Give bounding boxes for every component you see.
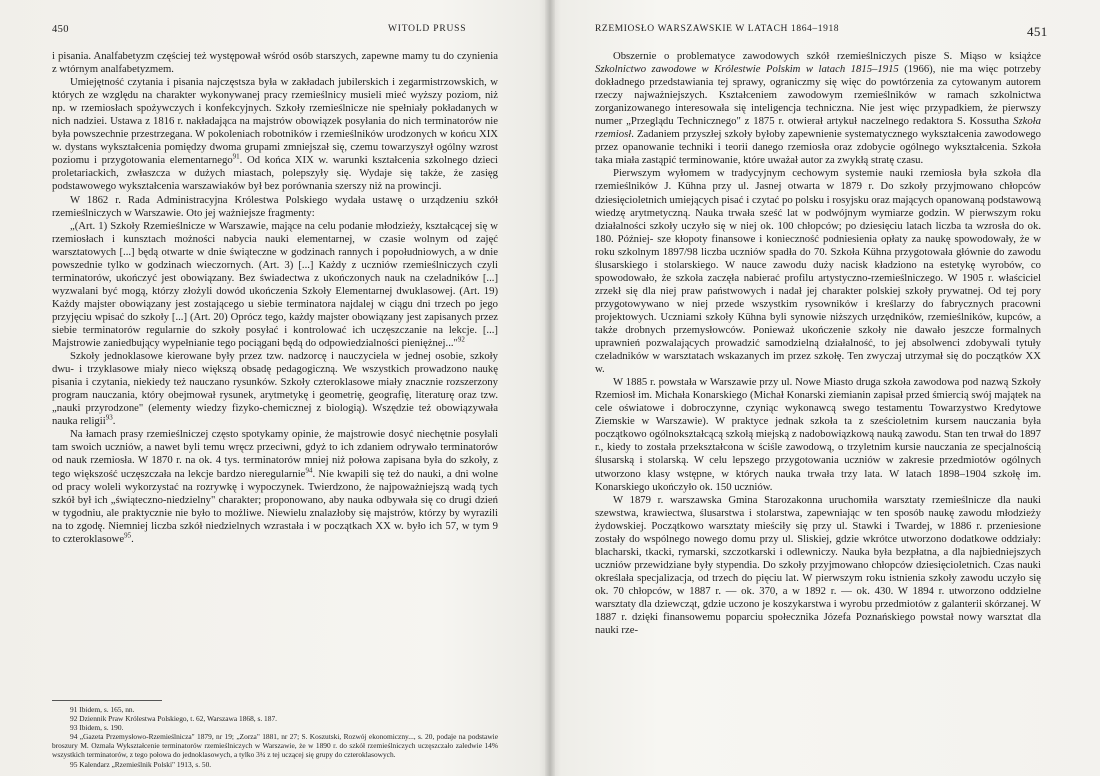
footnote: 94 „Gazeta Przemysłowo-Rzemieślnicza" 1879, nr 19; „Zorza" 1881, nr 27; S. Koszutski, Rozwój ekonomiczny..., s. 20, podaje na podstawie broszury M. Ozmala Wykształcenie terminatorów rzemieślniczych w Warszawie, że w 1890 r. do szkół rzemieślniczych uczęszczało zaledwie 14% wszystkich terminatorów, z tego połowa do jednoklasowych, a tylko 3¾ z tej uczącej się grupy do czteroklasowych.	[52, 732, 498, 760]
footnote-ref: 95	[124, 531, 132, 540]
paragraph: W 1862 r. Rada Administracyjna Królestwa Polskiego wydała ustawę o urządzeniu szkół rzemieślniczych w Warszawie. Oto jej ważniejsze fragmenty:	[52, 193, 498, 219]
paragraph: W 1879 r. warszawska Gmina Starozakonna uruchomiła warsztaty rzemieślnicze dla nauki szewstwa, krawiectwa, ślusarstwa i stolarstwa, zapewniając w ten sposób naukę zawodu młodzieży żydowskiej. Początkowo warsztaty mieściły się przy ul. Stawki i Twardej, w 1886 r. przeniesione zostały do wspólnego nowego domu przy ul. Sliskiej, gdzie wkrótce utworzono dodatkowe oddziały: blacharski, tkacki, rymarski, szczotkarski i odlewniczy. Nauka była bezpłatna, a dla najbiedniejszych uczniów przewidziane były stypendia. Do szkoły przyjmowano chłopców dziesięcioletnich. Czas nauki określała specjalizacja, od trzech do pięciu lat. W pierwszym roku istnienia szkoły zawodu uczyło się ok. 70 chłopców, w 1887 r. — ok. 370, a w 1892 r. — ok. 430. W 1894 r. utworzono oddzielne warsztaty dla dziewcząt, gdzie uczono je koszykarstwa i wyrobu przedmiotów z galanterii skórzanej. W 1887 r. dzięki finansowemu poparciu społecznika Józefa Poznańskiego powstał nowy warsztat dla nauki rze-	[595, 493, 1041, 637]
footnote-ref: 91	[232, 152, 240, 161]
title-italic: Szkolnictwo zawodowe w Królestwie Polskim w latach 1815–1915	[595, 63, 899, 76]
footnote-ref: 93	[105, 413, 113, 422]
book-gutter	[545, 0, 555, 776]
footnote: 93 Ibidem, s. 190.	[70, 723, 124, 733]
paragraph: W 1885 r. powstała w Warszawie przy ul. Nowe Miasto druga szkoła zawodowa pod nazwą Szkoły Rzemiosł im. Michała Konarskiego (Michał Konarski ziemianin zapisał przed śmiercią swój majątek na cele oświatowe i dobroczynne, czyniąc wykonawcą swego testamentu Towarzystwo Kredytowe Ziemskie w Warszawie). W praktyce jednak szkoła ta z sześcioletnim kursem nauczania była początkowo ogólnokształcącą szkołą miejską z nadobowiązkową nauką zawodu. Stan ten trwał do 1897 r., kiedy to została przekształcona w ściśle zawodową, o trzyletnim kursie nauczania ze specjalnością ślusarską i stolarską. W celu lepszego przygotowania uczniów w zakresie przedmiotów ogólnych utworzono klasy wstępne, w których nauka trwała trzy lata. W latach 1898–1904 szkołę im. Konarskiego ukończyło ok. 150 uczniów.	[595, 376, 1041, 493]
footnote-ref: 94	[305, 465, 313, 474]
footnotes	[52, 700, 498, 769]
page-number-left: 450	[52, 24, 69, 35]
running-head-right: RZEMIOSŁO WARSZAWSKIE W LATACH 1864–1918	[595, 24, 840, 34]
footnote: 91 Ibidem, s. 165, nn.	[70, 705, 135, 714]
running-head-left: WITOLD PRUSS	[388, 24, 467, 34]
paragraph: Umiejętność czytania i pisania najczęstsza była w zakładach jubilerskich i zegarmistrzowskich, w których ze względu na charakter wykonywanej pracy rzemieślnicy musieli mieć wyższy poziom, niż np. w rzemiosłach spożywczych i konfekcyjnych. Szkoły rzemieślnicze nie spełniały pokładanych w nich nadziei. Ustawa z 1816 r. nakładająca na majstrów obowiązek posyłania do nich terminatorów nie była powszechnie przestrzegana. W pokoleniach robotników i rzemieślników urodzonych w końcu XIX w. dystans wykształcenia pomiędzy dwoma grupami zmniejszał się, czemu towarzyszył ogólny wzrost poziomu i przygotowania elementarnego$^{91}$. Od końca XIX w. warunki kształcenia szkolnego dzieci proletariackich, zwłaszcza w dużych miastach, polepszyły się. Wydaje się także, że zasięg podstawowego wykształcenia warszawiaków był bez porównania szerszy niż na prowincji.	[52, 76, 499, 193]
left-page-body	[52, 50, 498, 546]
paragraph: Pierwszym wyłomem w tradycyjnym cechowym systemie nauki rzemiosła była szkoła dla rzemieślników J. Kühna przy ul. Jasnej otwarta w 1879 r. Do szkoły przyjmowano chłopców dziesięcioletnich umiejących pisać i czytać po polsku i rosyjsku oraz mających opanowaną podstawową wiedzę arytmetyczną. Nauka trwała sześć lat w podwójnym wymiarze godzin. W pierwszym roku działalności szkoły uczyło się w niej ok. 100 chłopców; po dziesięciu latach liczba ta wzrosła do ok. 180. Później- sze kłopoty finansowe i konieczność podniesienia opłaty za naukę spowodowały, że w roku szkolnym 1897/98 liczba uczniów spadła do 70. Szkoła Kühna przygotowała głównie do zawodu ślusarskiego i stolarskiego. W nauce zawodu duży nacisk kładziono na estetykę wyrobów, co spowodowało, że szkoła zaczęła nabierać profilu artystyczno-rzemieślniczego. W 1905 r. właściciel zrzekł się dla niej praw państwowych i nadał jej charakter polskiej szkoły prywatnej. Od tej pory przygotowywano w niej przede wszystkim rysowników i kreślarzy do fabrycznych pracowni projektowych. Uczniami szkoły Kühna byli synowie niższych urzędników, rzemieślników, kupców, a także drobnych przemysłowców. Ponieważ ukończenie szkoły nie dawało jeszcze formalnych uprawnień pozwalających prowadzić samodzielną działalność, to jej absolwenci zdobywali tytuły czeladników w warsztatach wskazanych im przez szkołę. Ten zwyczaj utrzymał się do początków XX w.	[595, 167, 1041, 376]
paragraph: Szkoły jednoklasowe kierowane były przez tzw. nadzorcę i nauczyciela w jednej osobie, szkoły dwu- i trzyklasowe miały nieco większą obsadę pedagogiczną. We wszystkich prowadzono naukę pisania i czytania, niekiedy też nauczano rysunków. Szkoły czteroklasowe miały znacznie rozszerzony program nauczania, który obejmował rysunek, arytmetykę i geometrię, geografię, literaturę oraz tzw. „nauki przyrodzone" (elementy wiedzy fizyko-chemicznej z biologią). Wszędzie też obowiązywała nauka religii$^{93}$.	[52, 350, 498, 428]
right-page-body	[595, 50, 1041, 637]
left-page	[0, 0, 545, 776]
quotation: „(Art. 1) Szkoły Rzemieślnicze w Warszawie, mające na celu podanie młodzieży, kształcącej się w rzemiosłach i kunsztach możności nabycia nauki elementarnej, w czasie wolnym od zajęć warsztatowych [...] będą otwarte w dnie świąteczne w godzinach rannych i popołudniowych, a w dnie powszednie tylko w godzinach wieczornych. (Art. 3) [...] Każdy z uczniów rzemieślniczych czyli terminatorów, ukończyć jest obowiązany. Bez świadectwa z ukończonych nauk na czeladników [...] wyzwalani być mogą, którzy złożyli dowód ukończenia Szkoły Elementarnej dwuklasowej. (Art. 19) Każdy majster obowiązany jest zostającego u siebie terminatora najdalej w ciągu dni trzech po jego przyjęciu wpisać do szkoły [...] (Art. 20) Oprócz tego, każdy majster obowiązany jest zapisanych przez siebie terminatorów regularnie do szkoły posyłać i kontrolować ich uczęszczanie na lekcje. [...] Majstrowie zaniedbujący wypełnianie tego pociągani będą do odpowiedzialności pieniężnej..."$^{92}$	[52, 219, 498, 350]
paragraph: Obszernie o problematyce zawodowych szkół rzemieślniczych pisze S. Miąso w książce Szkolnictwo zawodowe w Królestwie Polskim w latach 1815–1915 (1966), nie ma więc potrzeby dokładnego przedstawiania tej sprawy, ograniczmy się więc do powtórzenia za cytowanym autorem rzeczy najważniejszych. Kształceniem zawodowym rzemieślników w ramach szkolnictwa zorganizowanego interesowała się inteligencja techniczna. Nie jest więc przypadkiem, że pierwszy numer „Przeglądu Technicznego" z 1875 r. otwierał artykuł naczelnego redaktora S. Kossutha Szkoła rzemiosł. Zadaniem przyszłej szkoły byłoby zapewnienie systematycznego wykształcenia zawodowego przez opanowanie techniki i teorii danego rzemiosła oraz zdobycie ogólnego wykształcenia. Szkoła taka miała zastąpić terminowanie, które uważał autor za zwykłą stratę czasu.	[595, 50, 1042, 167]
paragraph: Na łamach prasy rzemieślniczej często spotykamy opinie, że majstrowie dosyć niechętnie posyłali tam swoich uczniów, a nawet byli temu wręcz przeciwni, gdyż to ich zdaniem odrywało terminatorów od nauk rzemiosła. W 1870 r. na ok. 4 tys. terminatorów mniej niż połowa zapisana była do szkoły, z tego większość uczęszczała na lekcje bardzo nieregularnie$^{94}$. Nie kwapili się też do nauki, a dni wolne od pracy woleli wykorzystać na rozrywkę i wypoczynek. Twierdzono, że najpoważniejszą wadą tych szkół był ich „świąteczno-niedzielny" charakter; proponowano, aby nauka odbywała się co drugi dzień w tygodniu, ale praktycznie nie było to możliwe. Niewielu znalazłoby się majstrów, którzy by wyrazili na to zgodę. Niemniej liczba szkół niedzielnych wzrastała i w początkach XX w. było ich 57, w tym 9 to czteroklasowe$^{95}$.	[52, 428, 498, 545]
right-page	[555, 0, 1100, 776]
footnote-rule	[52, 700, 162, 701]
footnote: 95 Kalendarz „Rzemieślnik Polski" 1913, s. 50.	[70, 759, 212, 769]
page-number-right: 451	[1027, 24, 1048, 39]
footnote-ref: 92	[457, 335, 465, 344]
footnote: 92 Dziennik Praw Królestwa Polskiego, t. 62, Warszawa 1868, s. 187.	[70, 714, 277, 724]
title-italic: Szkoła rzemiosł	[595, 115, 1041, 141]
paragraph: i pisania. Analfabetyzm częściej też występował wśród osób starszych, zapewne mamy tu do czynienia z wtórnym analfabetyzmem.	[52, 50, 498, 76]
